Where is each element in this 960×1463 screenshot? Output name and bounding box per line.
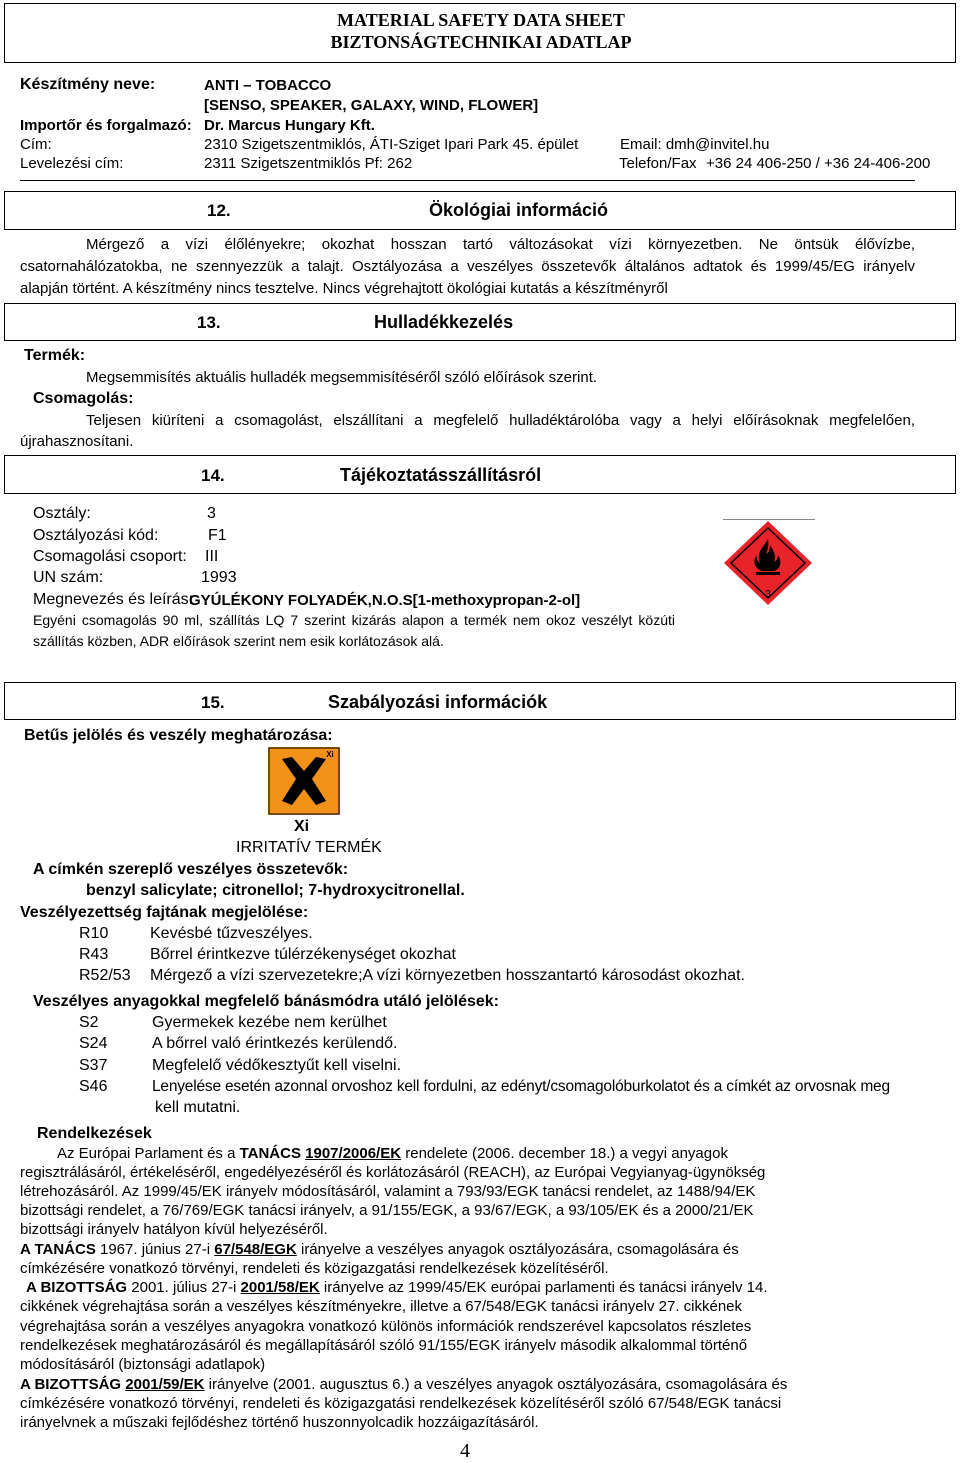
- phone-label: Telefon/Fax: [619, 155, 697, 172]
- s12-line-2: csatornahálózatokba, ne szennyezzük a talajt. Osztályozása a veszélyes összetevők általános adtatok és 1999/45/EG irányelv: [20, 258, 915, 275]
- s13-product-text: Megsemmisítés aktuális hulladék megsemmisítéséről szóló előírások szerint.: [86, 369, 598, 386]
- safety-code: S2: [79, 1014, 99, 1031]
- product-name: ANTI – TOBACCO: [204, 77, 332, 94]
- letter-label: Betűs jelölés és veszély meghatározása:: [24, 727, 333, 744]
- safety-code: S37: [79, 1057, 108, 1074]
- pictogram-code: Xi: [326, 750, 334, 759]
- header-divider: [20, 180, 915, 181]
- safety-code: S46: [79, 1078, 108, 1095]
- mail-label: Levelezési cím:: [20, 155, 124, 172]
- section-13-box: [4, 303, 956, 341]
- section-14-number: 14.: [201, 466, 225, 485]
- components-value: benzyl salicylate; citronellol; 7-hydroxycitronellal.: [86, 882, 465, 899]
- s13-product-label: Termék:: [24, 347, 86, 364]
- diamond-number: 3: [765, 589, 771, 600]
- reg-line-13: A BIZOTTSÁG 2001/59/EK irányelve (2001. augusztus 6.) a veszélyes anyagok osztályozására, csomagolására és: [20, 1376, 788, 1393]
- safety-text: Megfelelő védőkesztyűt kell viselni.: [152, 1057, 402, 1074]
- section-15-title: Szabályozási információk: [328, 692, 548, 712]
- irritant-label: IRRITATÍV TERMÉK: [236, 839, 382, 856]
- importer-name: Dr. Marcus Hungary Kft.: [204, 117, 375, 134]
- code-value: F1: [208, 527, 227, 544]
- product-label: Készítmény neve:: [20, 76, 156, 93]
- mail-address: 2311 Szigetszentmiklós Pf: 262: [204, 155, 413, 172]
- address-label: Cím:: [20, 136, 52, 153]
- risk-text: Bőrrel érintkezve túlérzékenységet okozhat: [150, 946, 456, 963]
- code-label: Osztályozási kód:: [33, 527, 159, 544]
- un-label: UN szám:: [33, 569, 104, 586]
- s12-line-3: alapján történt. A készítmény nincs tesztelve. Nincs végrehajtott ökológiai kutatás a készítményről: [20, 280, 668, 297]
- un-value: 1993: [201, 569, 237, 586]
- product-variants: [SENSO, SPEAKER, GALAXY, WIND, FLOWER]: [204, 97, 539, 114]
- phone: +36 24 406-250 / +36 24-406-200: [706, 155, 931, 172]
- reg-line-12: módosításáról (biztonsági adatlapok): [20, 1356, 266, 1373]
- address: 2310 Szigetszentmiklós, ÁTI-Sziget Ipari Park 45. épület: [204, 136, 579, 153]
- section-12-box: [4, 191, 956, 230]
- reg-line-9: cikkének végrehajtása során a veszélyes készítményekre, illetve a 67/548/EGK tanácsi irányelv 27. cikkének: [20, 1298, 743, 1315]
- safety-label: Veszélyes anyagokkal megfelelő bánásmódra utáló jelölések:: [33, 993, 499, 1010]
- risk-code: R43: [79, 946, 109, 963]
- risk-code: R52/53: [79, 967, 131, 984]
- group-value: III: [205, 548, 219, 565]
- safety-text: Gyermekek kezébe nem kerülhet: [152, 1014, 387, 1031]
- safety-text: Lenyelése esetén azonnal orvoshoz kell fordulni, az edényt/csomagolóburkolatot és a címkét az orvosnak meg: [152, 1078, 890, 1095]
- safety-text-continued: kell mutatni.: [155, 1099, 241, 1116]
- reg-line-3: létrehozásáról. Az 1999/45/EK irányelv módosításáról, valamint a 793/93/EGK tanácsi rendelet, az 1488/94/EK: [20, 1183, 756, 1200]
- reg-line-7: címkézésére vonatkozó törvényi, rendeleti és közigazgatási rendelkezések közelítéséről.: [20, 1260, 609, 1277]
- reg-line-6: A TANÁCS 1967. június 27-i 67/548/EGK irányelve a veszélyes anyagok osztályozására, csomagolására és: [20, 1241, 739, 1258]
- s14-note-line-2: szállítás közben, ADR előírások szerint nem esik korlátozások alá.: [33, 633, 444, 649]
- section-15-box: [4, 682, 956, 720]
- reg-line-2: regisztrálásáról, értékeléséről, engedélyezéséről és korlátozásáról (REACH), az Európai Vegyianyag-ügynökség: [20, 1164, 766, 1181]
- s13-pack-label: Csomagolás:: [33, 390, 134, 407]
- s13-pack-line-2: újrahasznosítani.: [20, 433, 134, 450]
- section-13-title: Hulladékkezelés: [374, 312, 514, 332]
- class-label: Osztály:: [33, 505, 91, 522]
- title-line-2: BIZTONSÁGTECHNIKAI ADATLAP: [330, 32, 632, 52]
- group-label: Csomagolási csoport:: [33, 548, 187, 565]
- risk-text: Mérgező a vízi szervezetekre;A vízi környezetben hosszantartó károsodást okozhat.: [150, 967, 745, 984]
- reg-line-11: rendelkezések meghatározásáról és megállapításáról szóló 91/155/EGK irányelv második alkalommal történő: [20, 1337, 748, 1354]
- name-label: Megnevezés és leírás:: [33, 591, 194, 608]
- risk-label: Veszélyezettség fajtának megjelölése:: [20, 904, 309, 921]
- reg-line-14: címkézésére vonatkozó törvényi, rendeleti és közigazgatási rendelkezések közelítéséről szóló 67/548/EGK tanácsi: [20, 1395, 782, 1412]
- reg-line-4: bizottsági rendelet, a 76/769/EGK tanácsi irányelv, a 91/155/EGK, a 93/67/EGK, a 93/105/EK és a 2000/21/EK: [20, 1202, 754, 1219]
- class-value: 3: [207, 505, 216, 522]
- xi-label: Xi: [294, 818, 310, 835]
- components-label: A címkén szereplő veszélyes összetevők:: [33, 861, 349, 878]
- s14-note-line-1: Egyéni csomagolás 90 ml, szállítás LQ 7 szerint kizárás alapon a termék nem okoz veszélyt közúti: [33, 612, 675, 628]
- name-value: GYÚLÉKONY FOLYADÉK,N.O.S[1-methoxypropan-2-ol]: [189, 592, 581, 609]
- reg-line-5: bizottsági irányelv hatályon kívül helyezéséről.: [20, 1221, 328, 1238]
- section-15-number: 15.: [201, 693, 225, 712]
- reg-line-1: Az Európai Parlament és a TANÁCS 1907/2006/EK rendelete (2006. december 18.) a vegyi anyagok: [57, 1145, 728, 1162]
- section-14-title: Tájékoztatásszállításról: [340, 465, 542, 485]
- s13-pack-line-1: Teljesen kiüríteni a csomagolást, elszállítani a megfelelő hulladéktárolóba vagy a helyi előírásoknak megfelelően,: [86, 412, 915, 429]
- section-12-title: Ökológiai információ: [429, 200, 609, 220]
- regulations-label: Rendelkezések: [37, 1125, 152, 1142]
- safety-code: S24: [79, 1035, 108, 1052]
- section-12-number: 12.: [207, 201, 231, 220]
- title-box: [4, 3, 956, 63]
- reg-line-10: végrehajtása során a veszélyes anyagokra vonatkozó különös információk rendszerével kapcsolatos részletes: [20, 1318, 752, 1335]
- s12-line-1: Mérgező a vízi élőlényekre; okozhat hosszan tartó változásokat vízi környezetben. Ne öntsük élővízbe,: [86, 236, 915, 253]
- flammable-diamond-icon: [722, 519, 816, 607]
- reg-line-15: irányelvnek a műszaki fejlődéshez történő huszonnyolcadik hozzáigazításáról.: [20, 1414, 539, 1431]
- section-14-box: [4, 455, 956, 494]
- page-number: 4: [460, 1440, 470, 1462]
- importer-label: Importőr és forgalmazó:: [20, 117, 192, 134]
- title-line-1: MATERIAL SAFETY DATA SHEET: [337, 10, 625, 30]
- email: Email: dmh@invitel.hu: [620, 136, 770, 153]
- reg-line-8: A BIZOTTSÁG 2001. július 27-i 2001/58/EK irányelve az 1999/45/EK európai parlamenti és tanácsi irányelv 14.: [26, 1279, 768, 1296]
- risk-code: R10: [79, 925, 109, 942]
- risk-text: Kevésbé tűzveszélyes.: [150, 925, 313, 942]
- safety-text: A bőrrel való érintkezés kerülendő.: [152, 1035, 398, 1052]
- section-13-number: 13.: [197, 313, 221, 332]
- irritant-xi-icon: [268, 747, 340, 815]
